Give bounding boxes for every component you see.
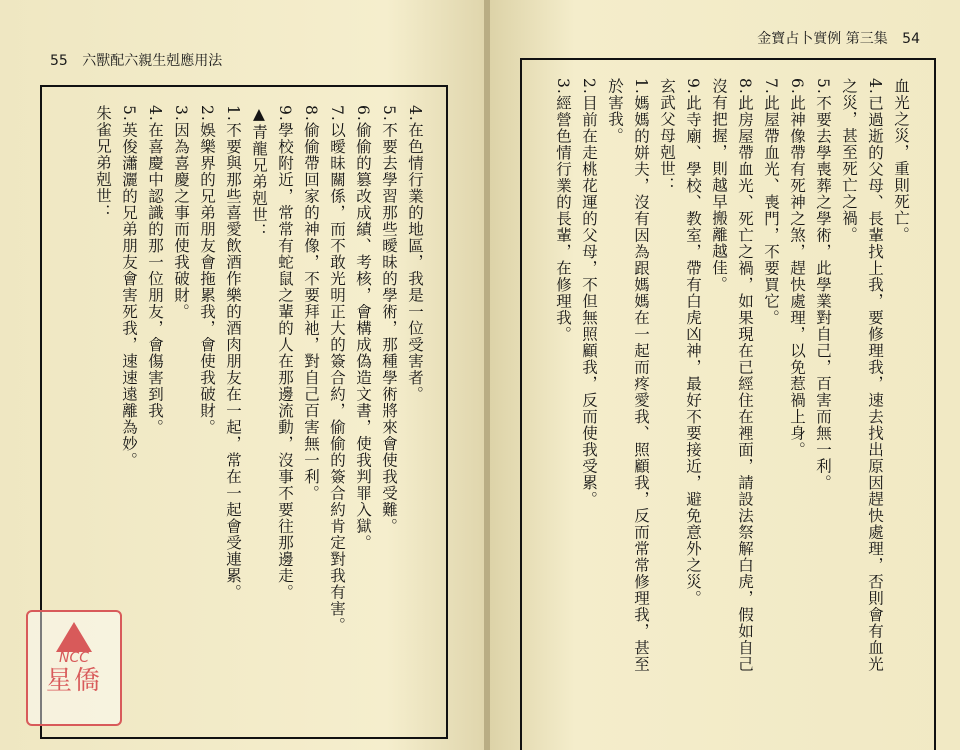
right-page-number: 54: [902, 31, 920, 47]
text-line: 6.此神像帶有死神之煞，趕快處理，以免惹禍上身。: [788, 78, 806, 458]
left-body-text: [90, 105, 428, 715]
right-text-frame: [520, 58, 936, 750]
text-line: 血光之災，重則死亡。: [892, 78, 910, 243]
text-line: 4.在色情行業的地區，我是一位受害者。: [406, 105, 424, 403]
text-line: 9.此寺廟、學校、教室，帶有白虎凶神，最好不要接近，避免意外之災。: [684, 78, 702, 607]
text-line: 8.偷偷帶回家的神像，不要拜祂，對自己百害無一利。: [302, 105, 320, 502]
text-line: 7.以曖昧關係，而不敢光明正大的簽合約，偷偷的簽合約肯定對我有害。: [328, 105, 346, 634]
text-line: 1.不要與那些喜愛飲酒作樂的酒肉朋友在一起，常在一起會受連累。: [224, 105, 242, 601]
right-page: [490, 0, 960, 750]
left-header-title: 六獸配六親生剋應用法: [82, 53, 223, 69]
text-line: 5.英俊瀟灑的兄弟朋友會害死我，速速遠離為妙。: [120, 105, 138, 469]
text-line: 3.因為喜慶之事而使我破財。: [172, 105, 190, 320]
left-page-number: 55: [50, 53, 68, 69]
triangle-icon: [56, 622, 92, 652]
text-line: 沒有把握，則越早搬離越佳。: [710, 78, 728, 293]
text-line: 9.學校附近，常常有蛇鼠之輩的人在那邊流動，沒事不要往那邊走。: [276, 105, 294, 601]
text-line: 7.此屋帶血光、喪門，不要買它。: [762, 78, 780, 326]
right-body-text: [550, 78, 914, 738]
text-line: 1.媽媽的姘夫，沒有因為跟媽媽在一起而疼愛我、照顧我，反而常常修理我，甚至: [632, 78, 650, 673]
watermark-stamp: [26, 610, 122, 726]
text-line: 6.偷偷的篡改成績、考核，會構成偽造文書，使我判罪入獄。: [354, 105, 372, 551]
text-line: 5.不要去學喪葬之學術，此學業對自己，百害而無一利。: [814, 78, 832, 491]
section-heading: ▲青龍兄弟剋世：: [250, 105, 268, 240]
section-heading: 玄武父母剋世：: [658, 78, 676, 194]
text-line: 之災，甚至死亡之禍。: [840, 78, 858, 243]
watermark-mark: NCC: [58, 650, 90, 666]
watermark-name: 星僑: [45, 666, 102, 696]
text-line: 3.經營色情行業的長輩，在修理我。: [554, 78, 572, 343]
text-line: 2.目前在走桃花運的父母，不但無照顧我，反而使我受累。: [580, 78, 598, 508]
left-running-header: [40, 50, 222, 70]
section-heading: 朱雀兄弟剋世：: [94, 105, 112, 221]
text-line: 5.不要去學習那些曖昧的學術，那種學術將來會使我受難。: [380, 105, 398, 535]
text-line: 4.已過逝的父母、長輩找上我，要修理我，速去找出原因趕快處理，否則會有血光: [866, 78, 884, 673]
right-running-header: [757, 28, 930, 48]
text-line: 8.此房屋帶血光、死亡之禍，如果現在已經住在裡面，請設法祭解白虎，假如自己: [736, 78, 754, 673]
text-line: 2.娛樂界的兄弟朋友會拖累我，會使我破財。: [198, 105, 216, 436]
text-line: 於害我。: [606, 78, 624, 144]
right-header-title: 金寶占卜實例 第三集: [757, 31, 888, 47]
text-line: 4.在喜慶中認識的那一位朋友，會傷害到我。: [146, 105, 164, 436]
